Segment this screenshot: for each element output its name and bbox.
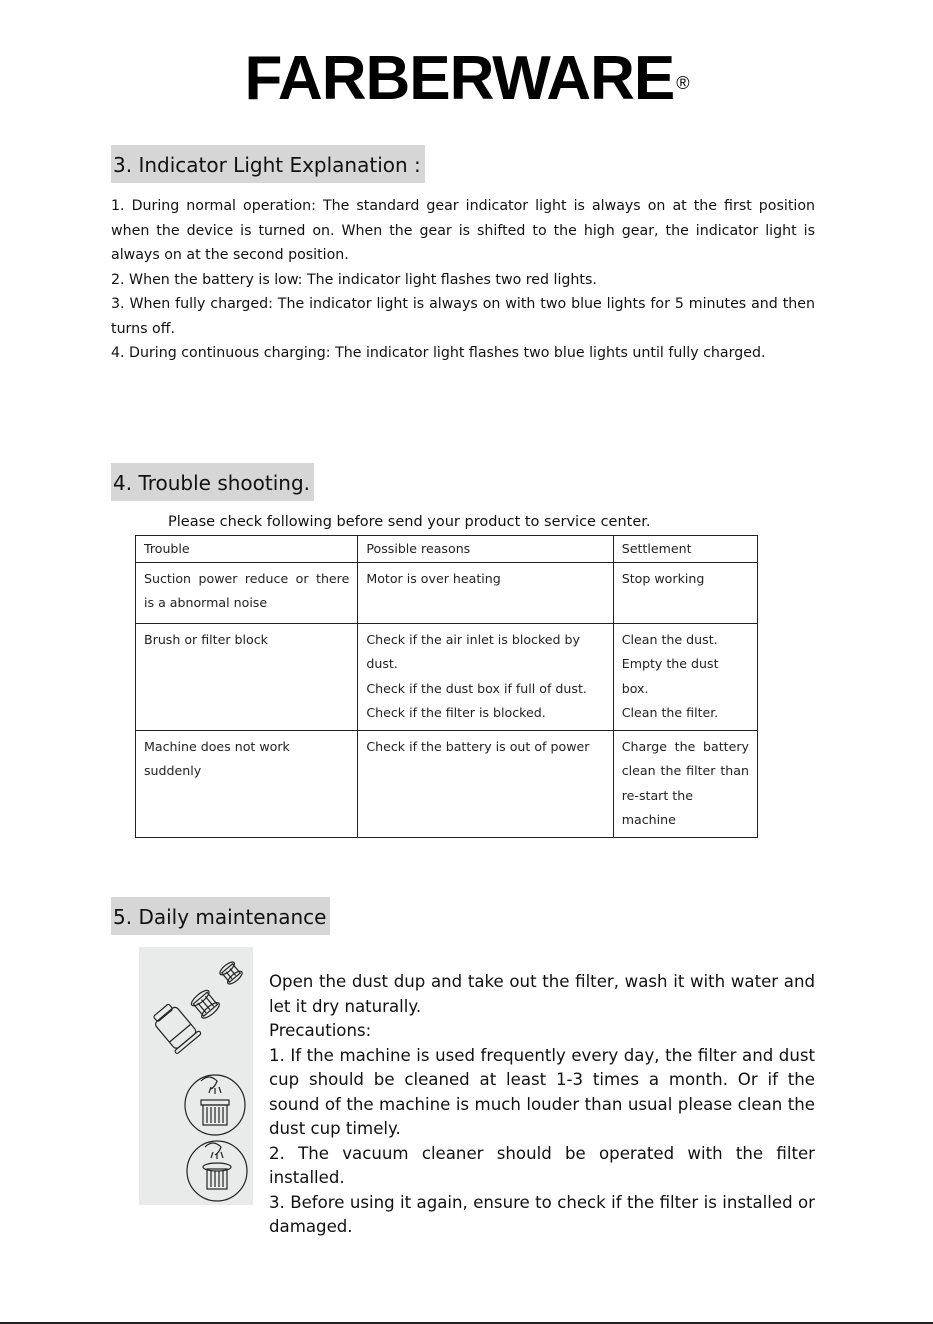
registered-mark: ® [676, 73, 689, 93]
indicator-item-1: 1. During normal operation: The standard gear indicator light is always on at the first position when the device is turned on. When the gear is shifted to the high gear, the indicator light is always on at the second position. [111, 198, 815, 263]
table-row [136, 562, 758, 623]
reasons-cell [358, 730, 613, 837]
filter-illustration-svg [139, 947, 253, 1205]
section-4-heading: 4. Trouble shooting. [111, 463, 314, 501]
table-row [136, 623, 758, 730]
table-header-row [136, 536, 758, 563]
table-row [136, 730, 758, 837]
troubleshooting-table [135, 535, 758, 838]
maintenance-text [269, 970, 815, 1240]
reasons-cell [358, 562, 613, 623]
section-3-heading: 3. Indicator Light Explanation : [111, 145, 425, 183]
settlement-line: re-start the machine [621, 787, 693, 827]
trouble-cell [136, 562, 358, 623]
dust-cup-icon [149, 1000, 202, 1054]
reason-line: Check if the dust box if full of dust. [366, 680, 587, 696]
settlement-line: clean the filter than [621, 763, 749, 778]
settlement-cell [613, 562, 757, 623]
reason-line: Check if the filter is blocked. [366, 705, 546, 720]
reasons-cell [358, 623, 613, 730]
reason-line: Check if the battery is out of power [366, 738, 590, 754]
settlement-line: Empty the dust box. [621, 656, 719, 696]
settlement-line: Charge the battery [621, 738, 749, 754]
brand-logo [0, 44, 933, 114]
maintenance-intro: Open the dust dup and take out the filter, wash it with water and let it dry naturally. [269, 972, 815, 1016]
trouble-text: Brush or filter block [144, 631, 268, 647]
reason-line: Check if the air inlet is blocked by dust. [366, 631, 580, 671]
settlement-cell [613, 730, 757, 837]
precautions-label: Precautions: [269, 1021, 372, 1040]
section-5-heading: 5. Daily maintenance [111, 897, 330, 935]
trouble-text: Suction power reduce or there is a abnormal noise [144, 570, 350, 610]
trouble-cell [136, 623, 358, 730]
indicator-item-3: 3. When fully charged: The indicator light is always on with two blue lights for 5 minutes and then turns off. [111, 296, 815, 337]
brand-name: FARBERWARE [244, 44, 675, 113]
table-header-reasons: Possible reasons [358, 536, 613, 563]
precaution-item-3: 3. Before using it again, ensure to check if the filter is installed or damaged. [269, 1192, 815, 1236]
indicator-light-list [111, 194, 815, 366]
filter-cleaning-illustration [139, 947, 253, 1205]
filter-cap-icon [218, 960, 244, 986]
trouble-text: Machine does not work suddenly [144, 738, 290, 778]
precaution-item-1: 1. If the machine is used frequently every day, the filter and dust cup should be cleaned at least 1-3 times a month. Or if the sound of the machine is much louder than usual please clean the dust cup timely. [269, 1045, 815, 1138]
settlement-line: Clean the dust. [621, 631, 718, 647]
table-header-trouble: Trouble [136, 536, 358, 563]
indicator-item-4: 4. During continuous charging: The indicator light flashes two blue lights until fully charged. [111, 345, 766, 361]
settlement-line: Stop working [621, 570, 705, 586]
settlement-cell [613, 623, 757, 730]
reason-line: Motor is over heating [366, 570, 501, 586]
indicator-item-2: 2. When the battery is low: The indicator light flashes two red lights. [111, 271, 597, 288]
filter-piece-icon [189, 988, 221, 1021]
precaution-item-2: 2. The vacuum cleaner should be operated with the filter installed. [269, 1143, 815, 1187]
service-check-note: Please check following before send your product to service center. [168, 514, 651, 530]
trouble-cell [136, 730, 358, 837]
settlement-line: Clean the filter. [621, 705, 719, 720]
table-header-settlement: Settlement [613, 536, 757, 563]
